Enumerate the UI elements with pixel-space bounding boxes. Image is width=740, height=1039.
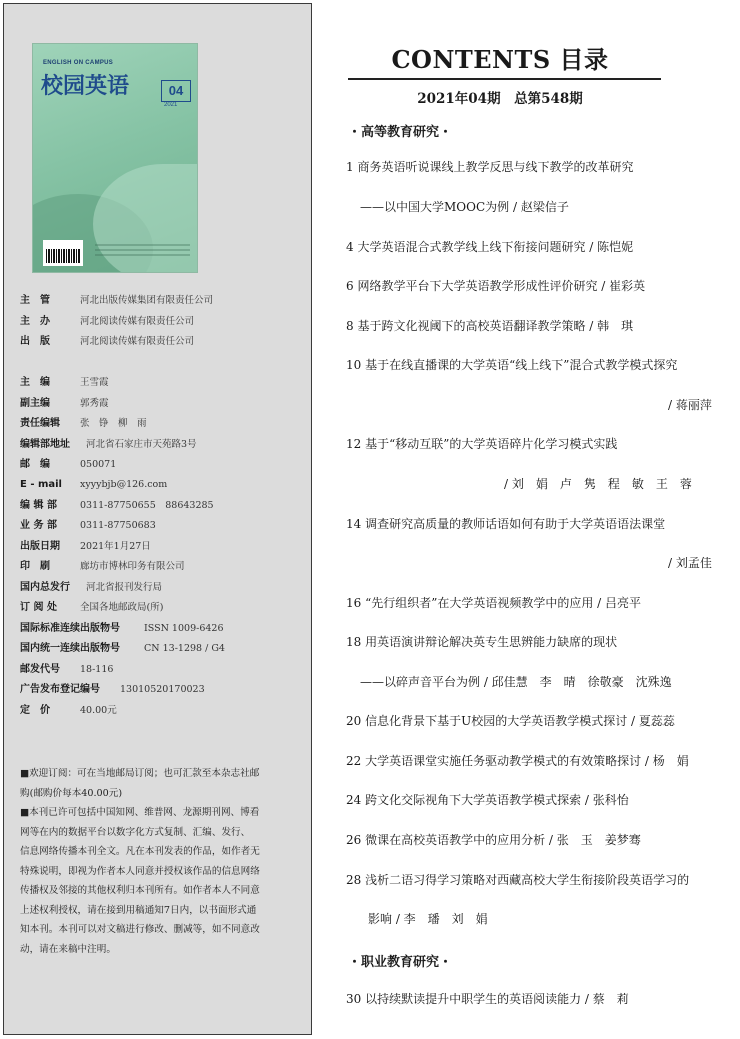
toc-entry: 12 基于“移动互联”的大学英语碎片化学习模式实践	[346, 437, 618, 451]
notice-line: 信息网络传播本刊全文。凡在本刊发表的作品，如作者无	[20, 846, 260, 857]
cover-fine-print	[95, 244, 190, 246]
notice-line: 特殊说明，即视为作者本人同意并授权该作品的信息网络	[20, 865, 260, 877]
cover-year: 2021	[164, 102, 178, 108]
toc-entry: 10 基于在线直播课的大学英语“线上线下”混合式教学模式探究	[346, 358, 678, 372]
toc-entry: / 蒋丽萍	[668, 398, 712, 412]
toc-entry: 24 跨文化交际视角下大学英语教学模式探索 / 张科怡	[346, 793, 629, 807]
toc-entry: 6 网络教学平台下大学英语教学形成性评价研究 / 崔彩英	[346, 279, 646, 293]
toc-entry: 26 微课在高校英语教学中的应用分析 / 张 玉 姜梦骞	[346, 833, 641, 847]
cover-chinese-title: 校园英语	[41, 74, 130, 99]
notice-line: 网等在内的数据平台以数字化方式复制、汇编、发行、	[20, 826, 251, 838]
toc-entry: 影响 / 李 璠 刘 娟	[368, 912, 488, 926]
toc-entry: 18 用英语演讲辩论解决英专生思辨能力缺席的现状	[346, 635, 618, 649]
toc-entry: / 刘孟佳	[668, 556, 712, 570]
copyright-notice	[20, 764, 310, 959]
toc-entry: ——以中国大学MOOC为例 / 赵梁信子	[360, 200, 569, 214]
toc-entry: 30 以持续默读提升中职学生的英语阅读能力 / 蔡 莉	[346, 992, 629, 1006]
notice-line: 动，请在来稿中注明。	[20, 943, 116, 955]
section-heading: ・职业教育研究・	[348, 955, 453, 970]
notice-line: 购(邮购价每本40.00元)	[20, 787, 123, 799]
toc-entry: / 刘 娟 卢 隽 程 敏 王 蓉	[504, 477, 692, 491]
notice-line: ■欢迎订阅：可在当地邮局订阅；也可汇款至本杂志社邮	[20, 768, 260, 779]
section-heading: ・高等教育研究・	[348, 125, 453, 140]
contents-panel	[330, 0, 740, 1039]
barcode-icon	[43, 240, 83, 266]
notice-line: 上述权利授权，请在接到用稿通知7日内，以书面形式通	[20, 904, 257, 916]
toc-entry: 8 基于跨文化视阈下的高校英语翻译教学策略 / 韩 琪	[346, 319, 634, 333]
issue-line: 2021年04期 总第548期	[417, 91, 583, 107]
notice-line: 传播权及邻接的其他权利归本刊所有。如作者本人不同意	[20, 885, 260, 896]
contents-title: CONTENTS 目录	[391, 45, 609, 74]
cover-image	[33, 44, 197, 272]
notice-line: 知本刊。本刊可以对文稿进行修改、删减等，如不同意改	[20, 924, 260, 935]
toc-entry: 20 信息化背景下基于U校园的大学英语教学模式探讨 / 夏蕊蕊	[346, 714, 675, 728]
toc-entry: 4 大学英语混合式教学线上线下衔接问题研究 / 陈恺妮	[346, 240, 634, 254]
toc-entry: 1 商务英语听说课线上教学反思与线下教学的改革研究	[346, 160, 634, 174]
toc-entry: 22 大学英语课堂实施任务驱动教学模式的有效策略探讨 / 杨 娟	[346, 754, 689, 768]
toc-entry: 16 “先行组织者”在大学英语视频教学中的应用 / 吕亮平	[346, 596, 642, 610]
cover-issue-number: 04	[161, 80, 191, 102]
toc-entry: 28 浅析二语习得学习策略对西藏高校大学生衔接阶段英语学习的	[346, 873, 690, 887]
notice-line: ■本刊已许可包括中国知网、维普网、龙源期刊网、博看	[20, 807, 260, 818]
title-divider	[348, 78, 661, 80]
toc-entry: 14 调查研究高质量的教师话语如何有助于大学英语语法课堂	[346, 517, 666, 531]
toc-entry: ——以碎声音平台为例 / 邱佳慧 李 晴 徐敬豪 沈殊逸	[360, 675, 672, 689]
cover-decoration	[93, 164, 197, 272]
cover-english-title: ENGLISH ON CAMPUS	[43, 60, 114, 66]
